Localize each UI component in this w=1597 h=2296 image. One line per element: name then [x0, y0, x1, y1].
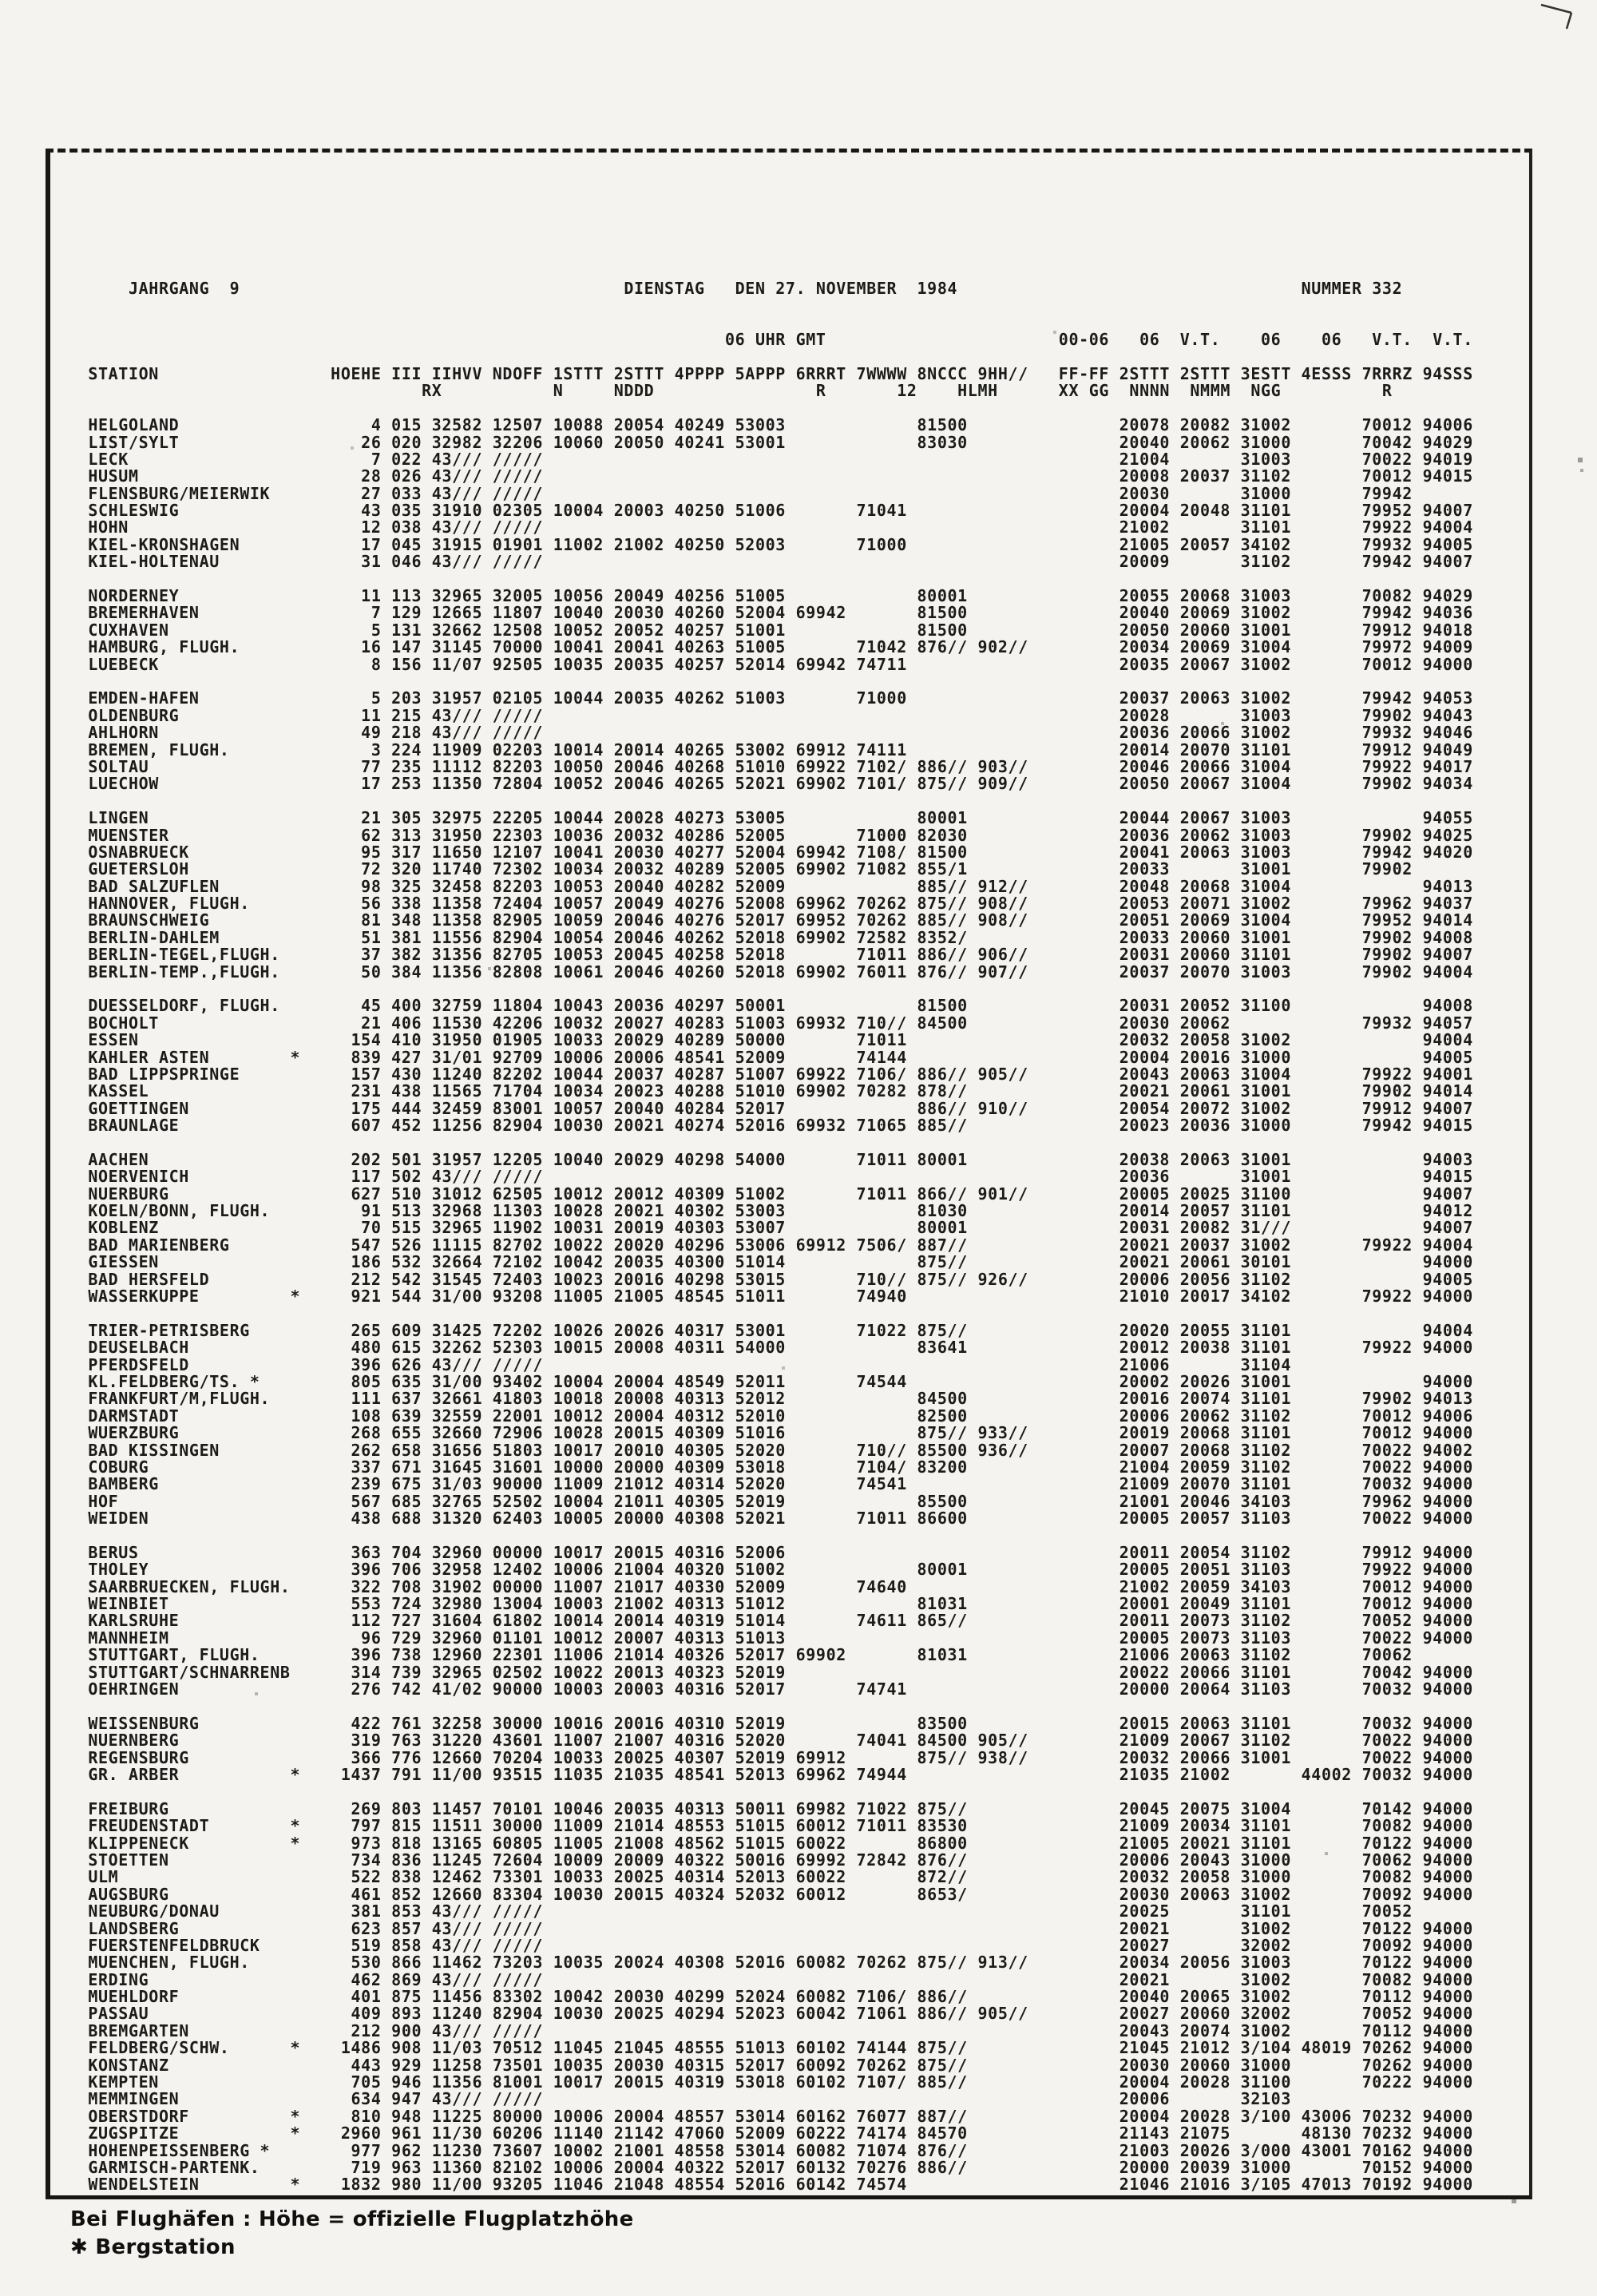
table-row: BAD HERSFELD 212 542 31545 72403 10023 20016 40298 53015 710// 875// 926// 20006 20056 31102 94005 — [68, 1269, 1473, 1289]
table-row: KL.FELDBERG/TS. * 805 635 31/00 93402 10004 20004 48549 52011 74544 20002 20026 31001 94000 — [68, 1372, 1473, 1391]
table-row: THOLEY 396 706 32958 12402 10006 21004 40320 51002 80001 20005 20051 31103 79922 94000 — [68, 1560, 1473, 1580]
vt-header-row: 06 UHR GMT 00-06 06 V.T. 06 06 V.T. V.T. — [68, 330, 1473, 350]
table-row: BREMGARTEN 212 900 43/// ///// 20043 20074 31002 70112 94000 — [68, 2020, 1473, 2040]
table-row: OBERSTDORF * 810 948 11225 80000 10006 20004 48557 53014 60162 76077 887// 20004 20028 3/100 43006 70232 94000 — [68, 2106, 1473, 2126]
table-row: SCHLESWIG 43 035 31910 02305 10004 20003 40250 51006 71041 20004 20048 31101 79952 94007 — [68, 501, 1473, 521]
table-row: KEMPTEN 705 946 11356 81001 10017 20015 40319 53018 60102 7107/ 885// 20004 20028 31100 70222 94000 — [68, 2072, 1473, 2092]
footnote-airport-height: Bei Flughäfen : Höhe = offizielle Flugplatzhöhe — [70, 2207, 634, 2231]
table-row: WASSERKUPPE * 921 544 31/00 93208 11005 21005 48545 51011 74940 21010 20017 34102 79922 94000 — [68, 1287, 1473, 1307]
table-row: BRAUNSCHWEIG 81 348 11358 82905 10059 20046 40276 52017 69952 70262 885// 908// 20051 20069 31004 79952 94014 — [68, 910, 1473, 930]
table-row: FREIBURG 269 803 11457 70101 10046 20035 40313 50011 69982 71022 875// 20045 20075 31004 70142 94000 — [68, 1798, 1473, 1818]
table-row: PASSAU 409 893 11240 82904 10030 20025 40294 52023 60042 71061 886// 905// 20027 20060 32002 70052 94000 — [68, 2004, 1473, 2024]
column-subheader-row: RX N NDDD R 12 HLMH XX GG NNNN NMMM NGG R — [68, 381, 1393, 401]
table-row: WEINBIET 553 724 32980 13004 10003 21002 40313 51012 81031 20001 20049 31101 70012 94000 — [68, 1594, 1473, 1614]
table-row: GIESSEN 186 532 32664 72102 10042 20035 40300 51014 875// 20021 20061 30101 94000 — [68, 1252, 1473, 1272]
table-row: GOETTINGEN 175 444 32459 83001 10057 20040 40284 52017 886// 910// 20054 20072 31002 79912 94007 — [68, 1098, 1473, 1118]
table-row: KASSEL 231 438 11565 71704 10034 20023 40288 51010 69902 70282 878// 20021 20061 31001 79902 94014 — [68, 1081, 1473, 1101]
table-row: AUGSBURG 461 852 12660 83304 10030 20015 40324 52032 60012 8653/ 20030 20063 31002 70092 94000 — [68, 1884, 1473, 1904]
table-row: KARLSRUHE 112 727 31604 61802 10014 20014 40319 51014 74611 865// 20011 20073 31102 70052 94000 — [68, 1611, 1473, 1631]
table-row: SAARBRUECKEN, FLUGH. 322 708 31902 00000 11007 21017 40330 52009 74640 21002 20059 34103 70012 94000 — [68, 1576, 1473, 1596]
spacer-row — [68, 1135, 1473, 1152]
table-row: LIST/SYLT 26 020 32982 32206 10060 20050 40241 53001 83030 20040 20062 31000 70042 94029 — [68, 432, 1473, 452]
table-row: KOBLENZ 70 515 32965 11902 10031 20019 40303 53007 80001 20031 20082 31/// 94007 — [68, 1218, 1473, 1238]
spacer-row — [68, 1528, 1473, 1545]
spacer-row — [68, 1698, 1473, 1715]
table-row: BAD SALZUFLEN 98 325 32458 82203 10053 20040 40282 52009 885// 912// 20048 20068 31004 94013 — [68, 876, 1473, 896]
spacer-row — [68, 349, 1473, 366]
table-row: WENDELSTEIN * 1832 980 11/00 93205 11046 21048 48554 52016 60142 74574 21046 21016 3/105 47013 70192 94000 — [68, 2175, 1473, 2195]
table-row: GR. ARBER * 1437 791 11/00 93515 11035 21035 48541 52013 69962 74944 21035 21002 44002 70032 94000 — [68, 1764, 1473, 1784]
table-row: AHLHORN 49 218 43/// ///// 20036 20066 31002 79932 94046 — [68, 723, 1473, 743]
spacer-row — [68, 1305, 1473, 1322]
spacer-row — [68, 400, 1473, 417]
table-row: MANNHEIM 96 729 32960 01101 10012 20007 40313 51013 20005 20073 31103 70022 94000 — [68, 1628, 1473, 1648]
table-row: HAMBURG, FLUGH. 16 147 31145 70000 10041 20041 40263 51005 71042 876// 902// 20034 20069 31004 79972 94009 — [68, 637, 1473, 657]
table-row: BREMERHAVEN 7 129 12665 11807 10040 20030 40260 52004 69942 81500 20040 20069 31002 79942 94036 — [68, 603, 1473, 623]
table-row: REGENSBURG 366 776 12660 70204 10033 20025 40307 52019 69912 875// 938// 20032 20066 31001 70022 94000 — [68, 1747, 1473, 1767]
table-row: FELDBERG/SCHW. * 1486 908 11/03 70512 11045 21045 48555 51013 60102 74144 875// 21045 21012 3/104 48019 70262 94000 — [68, 2038, 1473, 2058]
spacer-row — [68, 571, 1473, 588]
table-row: OSNABRUECK 95 317 11650 12107 10041 20030 40277 52004 69942 7108/ 81500 20041 20063 31003 79942 94020 — [68, 842, 1473, 862]
table-row: OLDENBURG 11 215 43/// ///// 20028 31003 79902 94043 — [68, 705, 1473, 725]
table-row: KONSTANZ 443 929 11258 73501 10035 20030 40315 52017 60092 70262 875// 20030 20060 31000 70262 94000 — [68, 2055, 1473, 2075]
table-row: KAHLER ASTEN * 839 427 31/01 92709 10006 20006 48541 52009 74144 20004 20016 31000 94005 — [68, 1047, 1473, 1067]
corner-pen-mark-icon — [1535, 2, 1583, 42]
table-row: HOHN 12 038 43/// ///// 21002 31101 79922 94004 — [68, 517, 1473, 537]
table-row: HANNOVER, FLUGH. 56 338 11358 72404 10057 20049 40276 52008 69962 70262 875// 908// 20053 20071 31002 79962 94037 — [68, 894, 1473, 914]
table-row: MUENSTER 62 313 31950 22303 10036 20032 40286 52005 71000 82030 20036 20062 31003 79902 94025 — [68, 825, 1473, 845]
column-header-row: STATION HOEHE III IIHVV NDOFF 1STTT 2STTT 4PPPP 5APPP 6RRRT 7WWWW 8NCCC 9HH// FF-FF 2STTT 2STTT 3ESTT 4ESSS 7RRRZ 94SSS — [68, 363, 1473, 383]
table-row: KIEL-HOLTENAU 31 046 43/// ///// 20009 31102 79942 94007 — [68, 552, 1473, 572]
table-row: NORDERNEY 11 113 32965 32005 10056 20049 40256 51005 80001 20055 20068 31003 70082 94029 — [68, 586, 1473, 606]
table-row: ERDING 462 869 43/// ///// 20021 31002 70082 94000 — [68, 1969, 1473, 1989]
table-row: PFERDSFELD 396 626 43/// ///// 21006 31104 — [68, 1354, 1291, 1374]
table-row: CUXHAVEN 5 131 32662 12508 10052 20052 40257 51001 81500 20050 20060 31001 79912 94018 — [68, 620, 1473, 640]
table-row: LUEBECK 8 156 11/07 92505 10035 20035 40257 52014 69942 74711 20035 20067 31002 70012 94000 — [68, 654, 1473, 674]
table-row: LUECHOW 17 253 11350 72804 10052 20046 40265 52021 69902 7101/ 875// 909// 20050 20067 31004 79902 94034 — [68, 774, 1473, 794]
table-row: SOLTAU 77 235 11112 82203 10050 20046 40268 51010 69922 7102/ 886// 903// 20046 20066 31004 79922 94017 — [68, 756, 1473, 776]
table-row: ESSEN 154 410 31950 01905 10033 20029 40289 50000 71011 20032 20058 31002 94004 — [68, 1030, 1473, 1050]
table-row: LECK 7 022 43/// ///// 21004 31003 70022 94019 — [68, 449, 1473, 469]
table-row: LANDSBERG 623 857 43/// ///// 20021 31002 70122 94000 — [68, 1918, 1473, 1938]
table-row: OEHRINGEN 276 742 41/02 90000 10003 20003 40316 52017 74741 20000 20064 31103 70032 94000 — [68, 1679, 1473, 1699]
table-row: BREMEN, FLUGH. 3 224 11909 02203 10014 20014 40265 53002 69912 74111 20014 20070 31101 79912 94049 — [68, 740, 1473, 759]
table-row: NEUBURG/DONAU 381 853 43/// ///// 20025 31101 70052 — [68, 1901, 1413, 1921]
table-row: STUTTGART, FLUGH. 396 738 12960 22301 11006 21014 40326 52017 69902 81031 21006 20063 31102 70062 — [68, 1645, 1413, 1665]
table-row: NUERNBERG 319 763 31220 43601 11007 21007 40316 52020 74041 84500 905// 21009 20067 31102 70022 94000 — [68, 1731, 1473, 1751]
table-row: WUERZBURG 268 655 32660 72906 10028 20015 40309 51016 875// 933// 20019 20068 31101 70012 94000 — [68, 1423, 1473, 1443]
table-row: MEMMINGEN 634 947 43/// ///// 20006 32103 — [68, 2089, 1291, 2109]
table-row: DEUSELBACH 480 615 32262 52303 10015 20008 40311 54000 83641 20012 20038 31101 79922 94000 — [68, 1338, 1473, 1358]
table-row: BAD MARIENBERG 547 526 11115 82702 10022 20020 40296 53006 69912 7506/ 887// 20021 20037 31002 79922 94004 — [68, 1235, 1473, 1255]
table-row: DARMSTADT 108 639 32559 22001 10012 20004 40312 52010 82500 20006 20062 31102 70012 94006 — [68, 1406, 1473, 1426]
table-row: BAD LIPPSPRINGE 157 430 11240 82202 10044 20037 40287 51007 69922 7106/ 886// 905// 20043 20063 31004 79922 94001 — [68, 1064, 1473, 1084]
table-row: WEISSENBURG 422 761 32258 30000 10016 20016 40310 52019 83500 20015 20063 31101 70032 94000 — [68, 1713, 1473, 1733]
table-row: BERLIN-TEGEL,FLUGH. 37 382 31356 82705 10053 20045 40258 52018 71011 886// 906// 20031 20060 31101 79902 94007 — [68, 945, 1473, 965]
table-row: NUERBURG 627 510 31012 62505 10012 20012 40309 51002 71011 866// 901// 20005 20025 31100 94007 — [68, 1184, 1473, 1204]
spacer-row — [68, 1783, 1473, 1800]
table-row: BRAUNLAGE 607 452 11256 82904 10030 20021 40274 52016 69932 71065 885// 20023 20036 31000 79942 94015 — [68, 1116, 1473, 1136]
scan-speckles — [0, 0, 2, 2]
table-row: FREUDENSTADT * 797 815 11511 30000 11009 21014 48553 51015 60012 71011 83530 21009 20034 31101 70082 94000 — [68, 1816, 1473, 1836]
table-row: MUENCHEN, FLUGH. 530 866 11462 73203 10035 20024 40308 52016 60082 70262 875// 913// 20034 20056 31003 70122 94000 — [68, 1953, 1473, 1973]
footnote-bergstation: ✱ Bergstation — [70, 2235, 236, 2259]
table-row: KLIPPENECK * 973 818 13165 60805 11005 21008 48562 51015 60022 86800 21005 20021 31101 70122 94000 — [68, 1833, 1473, 1853]
spacer-row — [68, 315, 1473, 331]
table-row: WEIDEN 438 688 31320 62403 10005 20000 40308 52021 71011 86600 20005 20057 31103 70022 94000 — [68, 1509, 1473, 1529]
table-row: FLENSBURG/MEIERWIK 27 033 43/// ///// 20030 31000 79942 — [68, 483, 1413, 503]
table-row: HOHENPEISSENBERG * 977 962 11230 73607 10002 21001 48558 53014 60082 71074 876// 21003 20026 3/000 43001 70162 94000 — [68, 2140, 1473, 2160]
table-row: ULM 522 838 12462 73301 10033 20025 40314 52013 60022 872// 20032 20058 31000 70082 94000 — [68, 1867, 1473, 1887]
table-row: COBURG 337 671 31645 31601 10000 20000 40309 53018 7104/ 83200 21004 20059 31102 70022 94000 — [68, 1457, 1473, 1477]
table-row: KOELN/BONN, FLUGH. 91 513 32968 11303 10028 20021 40302 53003 81030 20014 20057 31101 94012 — [68, 1201, 1473, 1221]
table-row: LINGEN 21 305 32975 22205 10044 20028 40273 53005 80001 20044 20067 31003 94055 — [68, 808, 1473, 828]
table-row: ZUGSPITZE * 2960 961 11/30 60206 11140 21142 47060 52009 60222 74174 84570 21143 21075 48130 70232 94000 — [68, 2124, 1473, 2143]
table-row: BOCHOLT 21 406 11530 42206 10032 20027 40283 51003 69932 710// 84500 20030 20062 79932 94057 — [68, 1013, 1473, 1033]
table-row: AACHEN 202 501 31957 12205 10040 20029 40298 54000 71011 80001 20038 20063 31001 94003 — [68, 1149, 1473, 1169]
table-row: BAD KISSINGEN 262 658 31656 51803 10017 20010 40305 52020 710// 85500 936// 20007 20068 31102 70022 94002 — [68, 1440, 1473, 1460]
spacer-row — [68, 793, 1473, 810]
spacer-row — [68, 673, 1473, 690]
table-row: FRANKFURT/M,FLUGH. 111 637 32661 41803 10018 20008 40313 52012 84500 20016 20074 31101 79902 94013 — [68, 1389, 1473, 1409]
table-row: BERLIN-DAHLEM 51 381 11556 82904 10054 20046 40262 52018 69902 72582 8352/ 20033 20060 31001 79902 94008 — [68, 927, 1473, 947]
table-row: HELGOLAND 4 015 32582 12507 10088 20054 40249 53003 81500 20078 20082 31002 70012 94006 — [68, 415, 1473, 435]
table-row: FUERSTENFELDBRUCK 519 858 43/// ///// 20027 32002 70092 94000 — [68, 1935, 1473, 1955]
table-row: HOF 567 685 32765 52502 10004 21011 40305 52019 85500 21001 20046 34103 79962 94000 — [68, 1491, 1473, 1511]
table-row: GARMISCH-PARTENK. 719 963 11360 82102 10006 20004 40322 52017 60132 70276 886// 20000 20039 31000 70152 94000 — [68, 2157, 1473, 2177]
table-row: KIEL-KRONSHAGEN 17 045 31915 01901 11002 21002 40250 52003 71000 21005 20057 34102 79932 94005 — [68, 534, 1473, 554]
table-row: GUETERSLOH 72 320 11740 72302 10034 20032 40289 52005 69902 71082 855/1 20033 31001 79902 — [68, 859, 1413, 879]
spacer-row — [68, 981, 1473, 997]
table-row: BERUS 363 704 32960 00000 10017 20015 40316 52006 20011 20054 31102 79912 94000 — [68, 1542, 1473, 1562]
table-row: TRIER-PETRISBERG 265 609 31425 72202 10026 20026 40317 53001 71022 875// 20020 20055 31101 94004 — [68, 1320, 1473, 1340]
table-row: MUEHLDORF 401 875 11456 83302 10042 20030 40299 52024 60082 7106/ 886// 20040 20065 31002 70112 94000 — [68, 1987, 1473, 2007]
table-row: STUTTGART/SCHNARRENB 314 739 32965 02502 10022 20013 40323 52019 20022 20066 31101 70042 94000 — [68, 1662, 1473, 1682]
masthead-row: JAHRGANG 9 DIENSTAG DEN 27. NOVEMBER 1984 NUMMER 332 — [68, 279, 1403, 298]
table-row: HUSUM 28 026 43/// ///// 20008 20037 31102 70012 94015 — [68, 466, 1473, 486]
table-row: EMDEN-HAFEN 5 203 31957 02105 10044 20035 40262 51003 71000 20037 20063 31002 79942 94053 — [68, 688, 1473, 708]
bulletin-table — [68, 280, 1473, 2194]
table-row: STOETTEN 734 836 11245 72604 10009 20009 40322 50016 69992 72842 876// 20006 20043 31000 70062 94000 — [68, 1850, 1473, 1870]
table-row: NOERVENICH 117 502 43/// ///// 20036 31001 94015 — [68, 1167, 1473, 1187]
table-row: BERLIN-TEMP.,FLUGH. 50 384 11356 82808 10061 20046 40260 52018 69902 76011 876// 907// 20037 20070 31003 79902 94004 — [68, 962, 1473, 981]
spacer-row — [68, 297, 1473, 314]
table-row: BAMBERG 239 675 31/03 90000 11009 21012 40314 52020 74541 21009 20070 31101 70032 94000 — [68, 1474, 1473, 1494]
table-row: DUESSELDORF, FLUGH. 45 400 32759 11804 10043 20036 40297 50001 81500 20031 20052 31100 94008 — [68, 996, 1473, 1016]
